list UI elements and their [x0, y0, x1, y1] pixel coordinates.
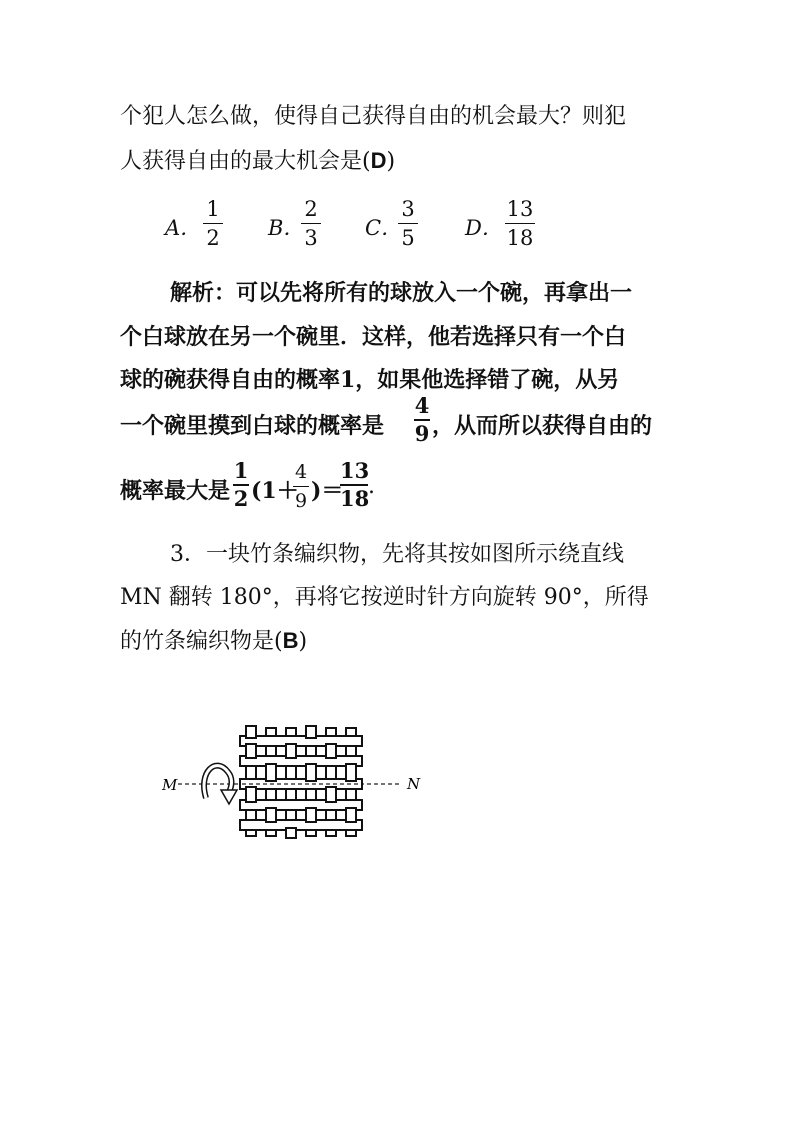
option-c-denominator: 5	[401, 226, 415, 250]
problem-2-close-paren: )	[386, 149, 396, 174]
fraction-13-18-denominator: 18	[340, 486, 370, 511]
weave-pattern	[240, 726, 362, 838]
fraction-bar	[398, 223, 418, 224]
flip-arrow-icon	[204, 766, 237, 804]
problem-3-stem-text: 的竹条编织物是(	[120, 629, 283, 654]
option-d-numerator: 13	[506, 197, 534, 221]
fraction-bar	[505, 223, 535, 224]
solution-line-4-pre: 一个碗里摸到白球的概率是	[120, 413, 385, 439]
problem-3-line-2: MN 翻转 180°，再将它按逆时针方向旋转 90°，所得	[120, 585, 649, 610]
paren-close: )＝	[311, 478, 344, 504]
solution-line-3: 球的碗获得自由的概率1，如果他选择错了碗，从另	[120, 367, 620, 393]
fraction-4-9-numerator: 4	[414, 393, 430, 418]
problem-3-line-3	[120, 626, 307, 657]
solution-line-2: 个白球放在另一个碗里．这样，他若选择只有一个白	[120, 324, 627, 350]
fraction-1-2	[233, 459, 249, 511]
problem-3-line-1: 3．一块竹条编织物，先将其按如图所示绕直线	[170, 542, 624, 567]
option-d-label: D．	[465, 216, 503, 240]
option-c-numerator: 3	[401, 197, 415, 221]
bamboo-weave-figure	[150, 720, 430, 850]
option-a-denominator: 2	[206, 226, 220, 250]
problem-2-line-2	[120, 146, 395, 177]
problem-3-close-paren: )	[298, 629, 308, 654]
problem-3-answer: B	[282, 628, 299, 653]
fraction-4-9-denominator: 9	[414, 421, 430, 446]
option-d-denominator: 18	[506, 226, 534, 250]
option-b-denominator: 3	[304, 226, 318, 250]
fraction-1-2-denominator: 2	[233, 486, 249, 511]
option-b-fraction	[301, 196, 321, 251]
fraction-1-2-numerator: 1	[233, 458, 249, 483]
fraction-13-18-numerator: 13	[340, 458, 370, 483]
fraction-bar	[293, 486, 309, 487]
option-b-label: B．	[268, 216, 305, 240]
period: .	[368, 474, 375, 499]
fraction-bar	[203, 223, 223, 224]
paren-open: (1＋	[251, 478, 299, 504]
label-n: N	[407, 775, 421, 793]
problem-2-stem-text: 人获得自由的最大机会是(	[120, 149, 371, 174]
option-a-fraction	[203, 196, 223, 251]
option-d-fraction	[505, 196, 535, 251]
solution-line-5-pre: 概率最大是	[120, 478, 231, 504]
fraction-4-9-small-denominator: 9	[294, 490, 308, 512]
option-a-label: A．	[165, 216, 202, 240]
fraction-13-18	[340, 459, 368, 511]
fraction-bar	[301, 223, 321, 224]
option-b-numerator: 2	[304, 197, 318, 221]
fraction-4-9	[414, 394, 430, 446]
option-c-fraction	[398, 196, 418, 251]
fraction-4-9-small	[293, 459, 309, 514]
fraction-4-9-small-numerator: 4	[294, 461, 308, 483]
option-a-numerator: 1	[206, 197, 220, 221]
problem-2-line-1: 个犯人怎么做，使得自己获得自由的机会最大？则犯	[120, 104, 627, 129]
label-m: M	[162, 776, 178, 794]
option-c-label: C．	[365, 216, 403, 240]
solution-line-4-post: ，从而所以获得自由的	[432, 413, 653, 439]
problem-2-answer: D	[370, 148, 387, 173]
solution-line-1: 解析：可以先将所有的球放入一个碗，再拿出一	[170, 280, 633, 306]
